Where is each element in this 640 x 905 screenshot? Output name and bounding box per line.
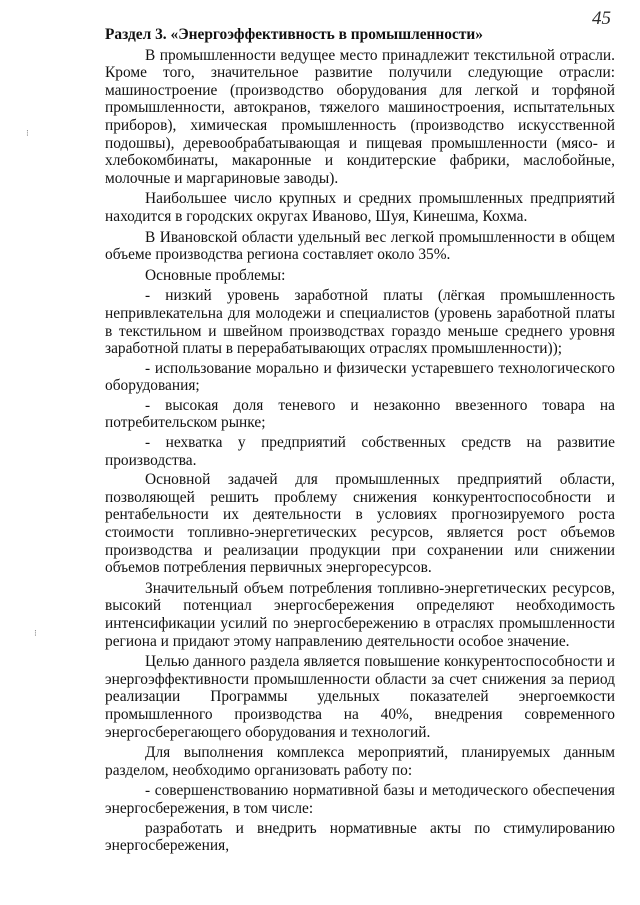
paragraph-light-industry-share: В Ивановской области удельный вес легкой промышленности в общем объеме производства региона составляет около 35%. — [105, 228, 615, 264]
measure-item-regulatory-base: - совершенствованию нормативной базы и методического обеспечения энергосбережения, в том числе: — [105, 782, 615, 817]
problem-item-salary: - низкий уровень заработной платы (лёгкая промышленность непривлекательна для молодежи и специалистов (уровень заработной платы в текстильном и швейном производствах гораздо меньше среднего уровня заработной платы в перерабатывающих отраслях промышленности)); — [105, 287, 615, 358]
paragraph-industry-overview: В промышленности ведущее место принадлежит текстильной отрасли. Кроме того, значительное развитие получили следующие отрасли: машиностроение (производство оборудования для легкой и торфяной промышленности, автокранов, тяжелого машиностроения, испытательных приборов), химическая промышленность (производство искусственной подошвы), деревообрабатывающая и пищевая промышленности (мясо- и хлебокомбинаты, макаронные и кондитерские фабрики, маслобойные, молочные и маргариновые заводы). — [105, 46, 615, 187]
section-heading: Раздел 3. «Энергоэффективность в промышленности» — [105, 26, 483, 43]
paragraph-enterprises-location: Наибольшее число крупных и средних промышленных предприятий находится в городских округах Иваново, Шуя, Кинешма, Кохма. — [105, 190, 615, 225]
measure-item-regulatory-acts: разработать и внедрить нормативные акты по стимулированию энергосбережения, — [105, 819, 615, 855]
page-number: 45 — [592, 8, 611, 29]
paragraph-measures-intro: Для выполнения комплекса мероприятий, планируемых данным разделом, необходимо организовать работу по: — [105, 744, 615, 779]
scan-speck: ⁝ — [34, 628, 37, 638]
paragraph-consumption: Значительный объем потребления топливно-энергетических ресурсов, высокий потенциал энергосбережения определяют необходимость интенсификации усилий по энергосбережению в отраслях промышленности региона и придают этому направлению деятельности особое значение. — [105, 579, 615, 650]
scan-speck: ⁝ — [26, 128, 29, 138]
problem-item-equipment: - использование морально и физически устаревшего технологического оборудования; — [105, 359, 615, 395]
paragraph-section-goal: Целью данного раздела является повышение конкурентоспособности и энергоэффективности промышленности области за счет снижения за период реализации Программы удельных показателей энергоемкости промышленного производства на 40%, внедрения современного энергосберегающего оборудования и технологий. — [105, 653, 615, 741]
problem-item-shadow-goods: - высокая доля теневого и незаконно ввезенного товара на потребительском рынке; — [105, 396, 615, 432]
document-body — [105, 26, 615, 858]
problem-item-funds: - нехватка у предприятий собственных средств на развитие производства. — [105, 434, 615, 469]
paragraph-main-problems-title: Основные проблемы: — [145, 266, 286, 284]
paragraph-main-task: Основной задачей для промышленных предприятий области, позволяющей решить проблему снижения конкурентоспособности и рентабельности их деятельности в условиях прогнозируемого роста стоимости топливно-энергетических ресурсов, является рост объемов производства и реализации продукции при сохранении или снижении объемов потребления первичных энергоресурсов. — [105, 471, 615, 577]
